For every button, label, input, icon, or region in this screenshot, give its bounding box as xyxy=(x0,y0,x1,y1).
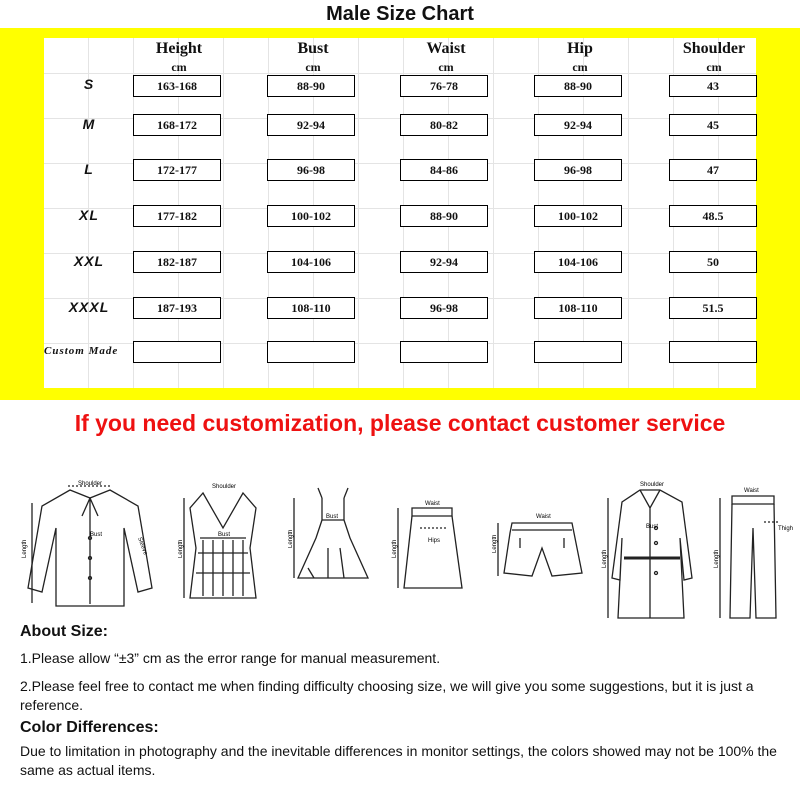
shoulder-label: Shoulder xyxy=(212,484,237,490)
shoulder-label: Shoulder xyxy=(640,482,665,488)
table-cell: 88-90 xyxy=(267,75,355,97)
about-size-heading: About Size: xyxy=(20,623,108,640)
table-cell: 92-94 xyxy=(267,114,355,136)
column-unit-height: cm xyxy=(171,60,187,74)
column-header-bust: Bust xyxy=(297,40,329,57)
table-cell: 96-98 xyxy=(267,159,355,181)
camisole-diagram-icon xyxy=(178,478,268,608)
table-cell: 76-78 xyxy=(400,75,488,97)
coat-diagram-icon xyxy=(600,478,705,628)
table-cell: 108-110 xyxy=(267,297,355,319)
table-cell: 43 xyxy=(669,75,757,97)
length-label: Length xyxy=(392,539,398,558)
waist-label: Waist xyxy=(425,501,440,507)
shirt-diagram-icon xyxy=(20,478,160,613)
about-size-note-1: 1.Please allow “±3” cm as the error range for manual measurement. xyxy=(20,650,441,666)
bust-label: Bust xyxy=(646,524,659,530)
table-cell: 51.5 xyxy=(669,297,757,319)
size-label: M xyxy=(82,116,96,132)
about-size-note-2: 2.Please feel free to contact me when finding difficulty choosing size, we will give you some suggestions, but it is just a reference. xyxy=(20,678,754,713)
table-cell: 168-172 xyxy=(133,114,221,136)
size-label: XXL xyxy=(73,253,105,269)
column-header-waist: Waist xyxy=(426,40,466,57)
bust-label: Bust xyxy=(326,514,339,520)
thigh-label: Thigh xyxy=(778,526,794,532)
skirt-diagram-icon xyxy=(390,478,475,598)
custom-bust-field xyxy=(267,341,355,363)
customization-notice: If you need customization, please contact customer service xyxy=(74,410,726,436)
length-label: Length xyxy=(178,539,184,558)
bust-label: Bust xyxy=(90,532,103,538)
column-unit-shoulder: cm xyxy=(706,60,722,74)
length-label: Length xyxy=(602,549,608,568)
table-cell: 96-98 xyxy=(534,159,622,181)
table-cell: 96-98 xyxy=(400,297,488,319)
length-label: Length xyxy=(714,549,720,568)
size-label: S xyxy=(83,76,95,92)
table-cell: 187-193 xyxy=(133,297,221,319)
table-cell: 48.5 xyxy=(669,205,757,227)
trousers-diagram-icon xyxy=(712,478,797,628)
custom-hip-field xyxy=(534,341,622,363)
shorts-diagram-icon xyxy=(492,478,592,588)
table-cell: 45 xyxy=(669,114,757,136)
chart-title: Male Size Chart xyxy=(326,3,474,25)
table-cell: 108-110 xyxy=(534,297,622,319)
length-label: Length xyxy=(492,534,498,553)
table-cell: 104-106 xyxy=(267,251,355,273)
length-label: Length xyxy=(22,539,28,558)
table-cell: 92-94 xyxy=(400,251,488,273)
hips-label: Hips xyxy=(428,538,441,544)
table-cell: 92-94 xyxy=(534,114,622,136)
table-cell: 182-187 xyxy=(133,251,221,273)
table-cell: 80-82 xyxy=(400,114,488,136)
table-cell: 50 xyxy=(669,251,757,273)
shoulder-label: Shoulder xyxy=(78,481,103,487)
column-unit-waist: cm xyxy=(438,60,454,74)
size-label: XL xyxy=(79,207,99,223)
table-cell: 100-102 xyxy=(534,205,622,227)
table-cell: 47 xyxy=(669,159,757,181)
size-label: L xyxy=(84,161,94,177)
waist-label: Waist xyxy=(744,488,759,494)
table-cell: 88-90 xyxy=(534,75,622,97)
size-label: XXXL xyxy=(68,299,110,315)
table-cell: 172-177 xyxy=(133,159,221,181)
table-cell: 100-102 xyxy=(267,205,355,227)
column-header-height: Height xyxy=(155,40,203,57)
column-unit-bust: cm xyxy=(305,60,321,74)
column-unit-hip: cm xyxy=(572,60,588,74)
bust-label: Bust xyxy=(218,532,231,538)
waist-label: Waist xyxy=(536,514,551,520)
column-header-shoulder: Shoulder xyxy=(682,40,746,57)
custom-height-field xyxy=(133,341,221,363)
color-differences-note: Due to limitation in photography and the inevitable differences in monitor settings, the colors showed may not be 100% the same as actual items. xyxy=(20,743,777,778)
sleeve-label: Sleeve xyxy=(136,536,149,556)
column-header-hip: Hip xyxy=(567,40,593,57)
table-cell: 84-86 xyxy=(400,159,488,181)
custom-waist-field xyxy=(400,341,488,363)
custom-shoulder-field xyxy=(669,341,757,363)
color-differences-heading: Color Differences: xyxy=(20,719,159,736)
length-label: Length xyxy=(288,529,294,548)
table-cell: 88-90 xyxy=(400,205,488,227)
table-cell: 177-182 xyxy=(133,205,221,227)
dress-diagram-icon xyxy=(288,478,378,598)
table-cell: 104-106 xyxy=(534,251,622,273)
table-cell: 163-168 xyxy=(133,75,221,97)
custom-made-label: Custom Made xyxy=(44,345,119,357)
